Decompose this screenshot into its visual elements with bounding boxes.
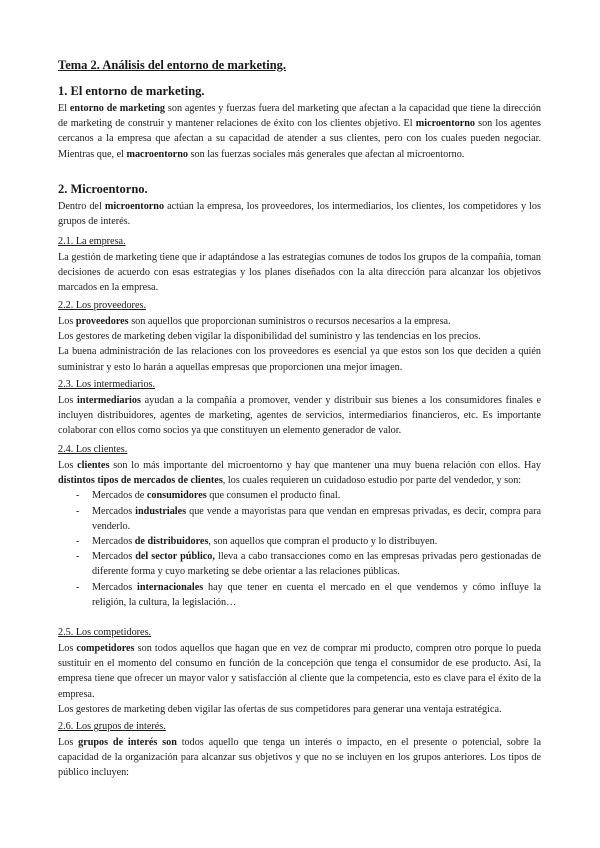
list-item [58,549,541,579]
text-run: La gestión de marketing tiene que ir adaptándose a las estrategias comunes de todos los grupos de la compañía, toman decisiones de acuerdo con esas estrategias y los planes diseñados con la alta dirección para alcanzar los objetivos marcados en la empresa. [58,252,541,294]
text-run: son las fuerzas sociales más generales que afectan al microentorno. [187,148,465,160]
text-run: Los [58,460,78,471]
subsection-empresa [58,234,541,296]
bold-term: distintos tipos de mercados de clientes [58,475,223,487]
subsection-heading: 2.2. Los proveedores. [58,300,146,311]
section-entorno [58,84,541,162]
text-run: Los [58,395,77,406]
list-item [58,534,541,549]
subsection-clientes [58,442,541,610]
paragraph [58,735,541,781]
bold-term: competidores [76,643,135,654]
text-run: son lo más importante del microentorno y hay que mantener una muy buena relación con ellos. Hay [109,460,542,471]
paragraph [58,250,541,296]
paragraph [58,344,541,374]
subsection-heading: 2.1. La empresa. [58,236,126,247]
text-run: que vende a mayoristas para que vendan en empresas privadas, es decir, compra para venderlo. [92,505,541,532]
text-run: son todos aquellos que hagan que en vez de comprar mi producto, compren otro porque lo pueda sustituir en el momento del consumo en función de la concepción que tenga el consumidor de ese producto. Así, la empresa tiene que ofrecer un mayor valor y satisfacción al cliente que la competencia, esto es clave para el éxito de la empresa. [58,643,542,700]
bold-term: consumidores [146,490,207,502]
text-run: Los [58,737,79,748]
text-run: Mercados [92,551,136,563]
text-run: lleva a cabo transacciones como en las empresas privadas pero gestionadas de diferente forma y cuyo marketing se debe orientar a las relaciones públicas. [92,551,542,578]
bold-term: del sector público, [135,551,215,563]
text-run: Mercados [92,581,137,593]
subsection-competidores [58,625,541,717]
list-item [58,580,541,610]
text-run: son los agentes cercanos a la empresa que afectan a su capacidad de atender a sus clientes, pero con los cuales pueden negociar. Mientras que, el [58,118,542,160]
text-run: ayudan a la compañía a promover, vender y distribuir sus bienes a los consumidores finales e incluyen distribuidores, agentes de marketing, agentes de servicios, intermediarios financieros, etc. Es importante colaborar con ellos como socios ya que constituyen un elemento generador de valor. [58,395,541,437]
text-run: Los gestores de marketing deben vigilar las ofertas de sus competidores para generar una ventaja estratégica. [58,703,502,715]
subsection-grupos-interes [58,719,541,781]
bold-term: intermediarios [76,395,141,406]
bold-term: proveedores [75,316,129,327]
subsection-proveedores [58,298,541,375]
bold-term: macroentorno [126,148,188,160]
section-microentorno [58,182,541,229]
subsection-heading: 2.4. Los clientes. [58,444,128,455]
subsection-heading: 2.3. Los intermediarios. [58,379,156,390]
section-heading: 2. Microentorno. [58,182,148,196]
section-heading: 1. El entorno de marketing. [58,84,205,98]
market-types-list [58,488,541,610]
paragraph [58,329,541,344]
bold-term: entorno de marketing [69,103,166,114]
paragraph [58,314,541,329]
bold-term: de distribuidores [134,536,209,548]
subsection-intermediarios [58,377,541,439]
bold-term: microentorno [104,201,165,212]
text-run: Los [58,316,76,327]
text-run: Los gestores de marketing deben vigilar la disponibilidad del suministro y las tendencias en los precios. [58,331,481,343]
text-run: Los [58,643,77,654]
text-run: son aquellos que proporcionan suministros o recursos necesarios a la empresa. [128,316,451,327]
bold-term: internacionales [137,581,204,593]
paragraph [58,702,541,717]
text-run: La buena administración de las relaciones con los proveedores es esencial ya que estos son los que deciden a quién suministrar y esto lo harán a aquellas empresas que proporcionen una mejor imagen. [58,346,541,373]
bold-term: grupos de interés son [78,737,177,748]
bold-term: industriales [135,505,187,517]
paragraph [58,458,541,488]
document-title: Tema 2. Análisis del entorno de marketing. [58,58,287,72]
text-run: todos aquello que tenga un interés o impacto, en el presente o potencial, sobre la capacidad de la organización para alcanzar sus objetivos y que no se incluyen en los grupos anteriores. Los tipos de público incluyen: [58,737,541,779]
text-run: Mercados [92,505,136,517]
text-run: Dentro del [58,201,105,212]
subsection-heading: 2.6. Los grupos de interés. [58,721,166,732]
text-run: El [58,103,70,114]
paragraph [58,641,541,702]
text-run: , son aquellos que compran el producto y lo distribuyen. [208,536,438,548]
paragraph [58,199,541,229]
text-run: son agentes y fuerzas fuera del marketing que afectan a la capacidad que tiene la dirección de marketing de construir y mantener relaciones de éxito con los clientes objetivo. El [58,103,541,130]
paragraph [58,393,541,439]
text-run: hay que tener en cuenta el mercado en el que vendemos y cómo influye la religión, la cultura, la legislación… [92,581,541,608]
text-run: actúan la empresa, los proveedores, los intermediarios, los clientes, los competidores y los grupos de interés. [58,201,541,228]
text-run: , los cuales requieren un cuidadoso estudio por parte del vendedor, y son: [222,475,522,487]
bold-term: clientes [77,460,110,471]
text-run: que consumen el producto final. [206,490,341,502]
text-run: Mercados de [92,490,147,502]
bold-term: microentorno [415,118,475,130]
subsection-heading: 2.5. Los competidores. [58,627,152,638]
list-item [58,488,541,503]
list-item [58,504,541,534]
paragraph [58,101,541,162]
text-run: Mercados [92,536,135,548]
